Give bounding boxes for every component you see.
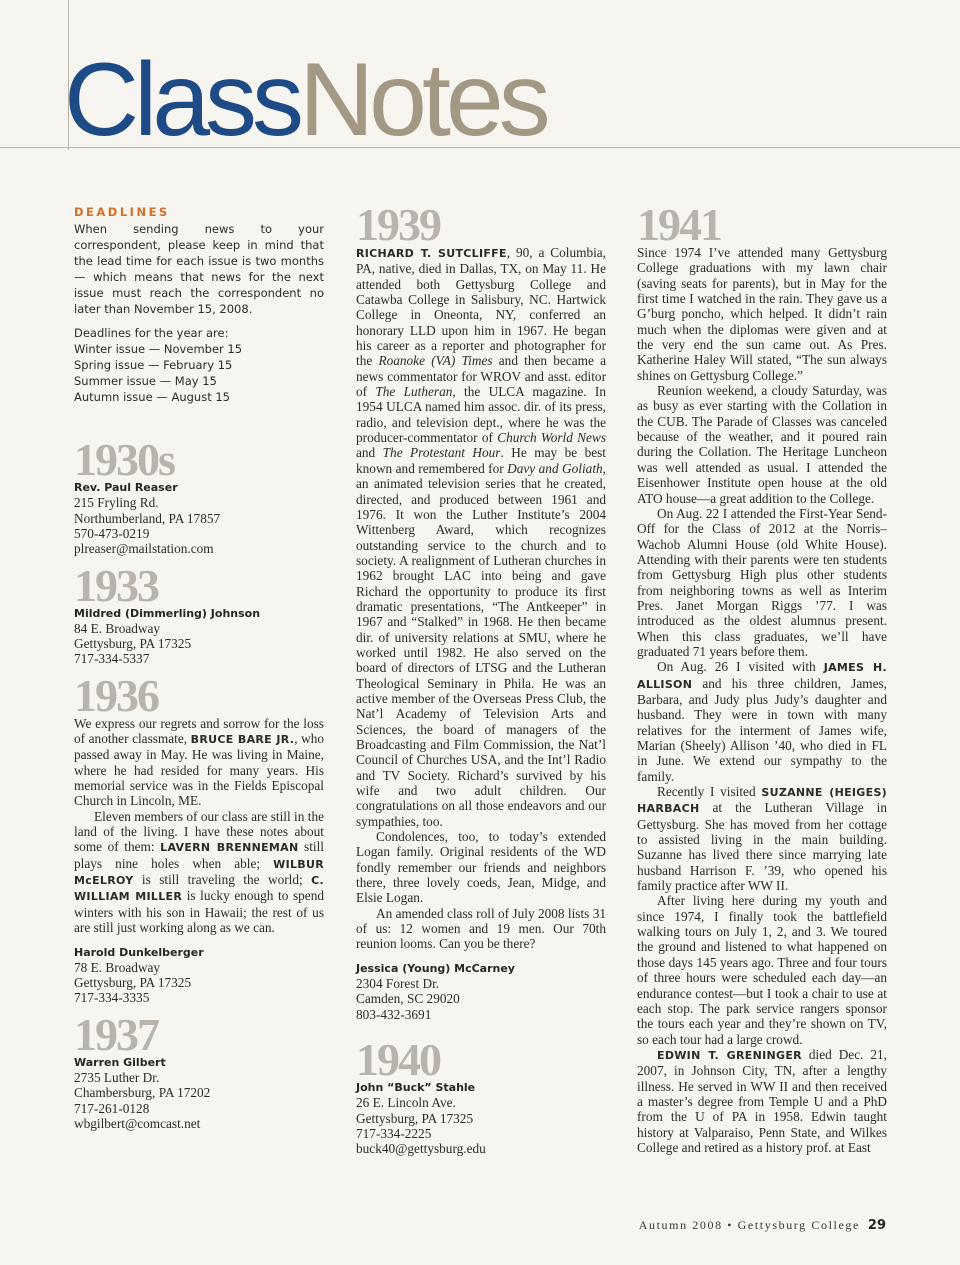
alumnus-name: SUZANNE (HEIGES) HARBACH bbox=[637, 786, 888, 816]
correspondent-email: buck40@gettysburg.edu bbox=[356, 1141, 486, 1157]
correspondent-name: Rev. Paul Reaser bbox=[74, 481, 178, 495]
class-1936 bbox=[74, 669, 324, 1006]
note-text: Eleven members of our class are still in the land of the living. I have these notes about some of them: bbox=[74, 808, 324, 855]
class-1941 bbox=[637, 199, 888, 1155]
address-line: 215 Fryling Rd. bbox=[74, 495, 159, 511]
class-note-paragraph: An amended class roll of July 2008 lists 31 of us: 12 women and 19 men. Our 70th reunion looms. Can you be there? bbox=[356, 905, 606, 952]
address-line: 78 E. Broadway bbox=[74, 959, 161, 975]
column-2 bbox=[356, 199, 607, 1157]
address-line: Gettysburg, PA 17325 bbox=[74, 636, 192, 652]
note-text: , an animated television series that he created, directed, and produced between 1961 and 1976. It won the Luther Institute’s 2004 Wittenberg Award, which recognizes outstanding service to the church and to society. A realignment of Lutheran churches in 1962 brought LAC into being and gave Richard the opportunity to produce its first dramatic presentations, “The Antkeeper” in 1967 and “Stalked” in 1968. He then became dir. of university relations at SMU, where he worked until 1982. He also served on the board of directors of LTSG and the Lutheran Theological Seminary in Phila. He was an active member of the Overseas Press Club, the Nat’l Academy of Television Arts and Sciences, the board of managers of the Broadcasting and Film Commission, the Nat’l Council of Churches USA, and the Int’l Radio and TV Society. Richard’s survived by his wife and two adult children. Our congratulations on all those endeavors and our sympathies, too. bbox=[356, 460, 606, 829]
class-year-heading: 1939 bbox=[356, 199, 440, 250]
correspondent-name: Jessica (Young) McCarney bbox=[356, 961, 515, 975]
deadline-item: Spring issue — February 15 bbox=[74, 357, 233, 372]
address-line: Northumberland, PA 17857 bbox=[74, 510, 221, 526]
correspondent-name: Harold Dunkelberger bbox=[74, 945, 204, 959]
note-text: , the ULCA magazine. In 1954 ULCA named him assoc. dir. of its press, radio, and television dept., where he was the producer-commentator of bbox=[356, 384, 607, 446]
note-text: . He may be best known and remembered for bbox=[356, 445, 606, 476]
class-note-paragraph bbox=[637, 784, 887, 893]
class-year-heading: 1940 bbox=[356, 1034, 440, 1085]
class-note-paragraph bbox=[74, 716, 324, 809]
correspondent-email: wbgilbert@comcast.net bbox=[74, 1115, 201, 1131]
note-text: died Dec. 21, 2007, in Johnson City, TN, after a lengthy illness. He served in WW II and then received a master’s degree from Temple U and a PhD from the U of PA in 1958. Edwin taught history at Valparaiso, Penn State, and Wilkes College and retired as a history prof. at East bbox=[637, 1046, 887, 1155]
footer-publication: Autumn 2008 • Gettysburg College bbox=[638, 1218, 860, 1232]
note-text: , 90, a Columbia, PA, native, died in Dallas, TX, on May 11. He attended both Gettysburg College and Catawba College in Salisbury, NC. Hartwick College in Oneonta, NY, conferred an honorary LLD upon him in 1967. He began his career as a reporter and photographer for the bbox=[356, 245, 607, 369]
deadlines-schedule-label: Deadlines for the year are: bbox=[74, 325, 229, 340]
class-year-heading: 1936 bbox=[74, 669, 158, 721]
deadlines-heading: DEADLINES bbox=[74, 205, 170, 219]
correspondent-name: Warren Gilbert bbox=[74, 1055, 166, 1069]
note-text: On Aug. 26 I visited with bbox=[657, 659, 824, 675]
class-1939 bbox=[356, 199, 607, 1022]
note-text: and then became a news commentator for WROV and asst. editor of bbox=[356, 353, 606, 400]
class-note-paragraph bbox=[637, 659, 887, 784]
address-line: 803-432-3691 bbox=[356, 1006, 432, 1022]
column-1 bbox=[74, 205, 324, 1131]
class-year-heading: 1937 bbox=[74, 1008, 158, 1060]
correspondent-address bbox=[74, 1070, 324, 1131]
correspondent-address bbox=[356, 976, 606, 1022]
class-1933 bbox=[74, 559, 324, 667]
correspondent-address bbox=[356, 1095, 606, 1156]
address-line: 2304 Forest Dr. bbox=[356, 976, 440, 992]
class-note-paragraph bbox=[74, 809, 324, 936]
program-title: Davy and Goliath bbox=[507, 460, 603, 476]
class-1937 bbox=[74, 1008, 324, 1131]
page-title bbox=[64, 42, 546, 158]
address-line: 2735 Luther Dr. bbox=[74, 1070, 160, 1085]
note-text: at the Lutheran Village in Gettysburg. She has moved from her cottage to assisted living in the main building. Suzanne has lived there since marrying late husband Harrison F. ’39, who opened his family practice after WW II. bbox=[637, 800, 887, 894]
class-1940 bbox=[356, 1034, 606, 1157]
class-note-paragraph bbox=[637, 1047, 887, 1155]
deadline-item: Winter issue — November 15 bbox=[74, 341, 243, 356]
address-line: 84 E. Broadway bbox=[74, 620, 161, 636]
note-text: , who passed away in May. He was living in Maine, where he had resided for many years. His memorial service was in the Fields Episcopal Church in Lincoln, ME. bbox=[74, 731, 324, 809]
correspondent-address bbox=[74, 960, 324, 1006]
deadline-item: Summer issue — May 15 bbox=[74, 373, 217, 388]
note-text: We express our regrets and sorrow for the loss of another classmate, bbox=[74, 715, 324, 747]
note-text: is lucky enough to spend winters with his son in Hawaii; the rest of us are still just working along as we can. bbox=[74, 888, 324, 936]
address-line: 717-334-5337 bbox=[74, 651, 150, 667]
correspondent-email: plreaser@mailstation.com bbox=[74, 541, 214, 557]
address-line: 717-334-3335 bbox=[74, 990, 150, 1006]
address-line: 717-261-0128 bbox=[74, 1100, 150, 1116]
address-line: Camden, SC 29020 bbox=[356, 991, 460, 1007]
class-note-paragraph: Condolences, too, to today’s extended Logan family. Original residents of the WD fondly remember our friends and neighbors there, three lovely coeds, Jean, Midge, and Elsie Logan. bbox=[356, 829, 606, 906]
alumnus-name: C. WILLIAM MILLER bbox=[74, 874, 324, 904]
address-line: Chambersburg, PA 17202 bbox=[74, 1085, 211, 1101]
class-1930s bbox=[74, 434, 324, 557]
class-year-heading: 1941 bbox=[637, 199, 721, 250]
alumnus-name: JAMES H. ALLISON bbox=[637, 661, 887, 691]
address-line: 570-473-0219 bbox=[74, 525, 150, 541]
alumnus-name: LAVERN BRENNEMAN bbox=[160, 841, 299, 855]
address-line: 717-334-2225 bbox=[356, 1125, 432, 1141]
class-year-heading: 1930s bbox=[74, 434, 174, 486]
title-word-class: Class bbox=[64, 42, 300, 158]
address-line: Gettysburg, PA 17325 bbox=[356, 1110, 474, 1126]
class-note-paragraph: Since 1974 I’ve attended many Gettysburg College graduations with my lawn chair (saving seats for parents), but in May for the first time I watched in the rain. They gave us a G’burg poncho, which helped. It didn’t rain much when the diplomas were given and at the very end the sun came out. As Pres. Katherine Haley Will stated, “The sun always shines on Gettysburg College.” bbox=[637, 245, 887, 383]
alumnus-name: BRUCE BARE JR. bbox=[190, 733, 295, 747]
address-line: 26 E. Lincoln Ave. bbox=[356, 1095, 456, 1111]
note-text: is still traveling the world; bbox=[133, 872, 312, 888]
alumnus-name: EDWIN T. GRENINGER bbox=[657, 1048, 802, 1062]
deadline-item: Autumn issue — August 15 bbox=[74, 389, 230, 404]
note-text: still plays nine holes when able; bbox=[74, 839, 324, 871]
program-title: The Protestant Hour bbox=[382, 445, 501, 461]
note-text: and his three children, James, Barbara, and Judy plus Judy’s daughter and husband. They were in town with many relatives for the interment of James wife, Marian (Sheely) Allison ’40, who died in FL in June. We extend our sympathy to the family. bbox=[637, 675, 887, 784]
column-3 bbox=[637, 199, 888, 1155]
publication-title: The Lutheran bbox=[375, 384, 453, 400]
program-title: Church World News bbox=[497, 430, 606, 446]
deadlines-intro: When sending news to your correspondent, please keep in mind that the lead time for each issue is two months — which means that news for the next issue must reach the correspondent no later than November 15, 2008. bbox=[74, 222, 324, 317]
page-number: 29 bbox=[867, 1218, 886, 1233]
note-text: and bbox=[356, 445, 383, 461]
class-note-paragraph: After living here during my youth and since 1974, I finally took the battlefield walking tours on July 1, 2, and 3. We toured the ground and listened to what happened on those days 145 years ago. Three and four tours of three hours were scheduled each day—an endurance contest—but I took a chair to use at each stop. The park service rangers sponsor the tours each year and they’re shown on TV, so each tour had a large crowd. bbox=[637, 893, 887, 1047]
class-note-paragraph: Reunion weekend, a cloudy Saturday, was as busy as ever starting with the Collation in the CUB. The Parade of Classes was canceled because of the weather, and it poured rain during the Collation. The Heritage Luncheon was well attended as usual. I attended the Eisenhower Institute open house at the old ATO house—a great addition to the College. bbox=[637, 383, 887, 506]
address-line: Gettysburg, PA 17325 bbox=[74, 975, 192, 991]
alumnus-name: RICHARD T. SUTCLIFFE bbox=[356, 247, 507, 260]
alumnus-name: WILBUR McELROY bbox=[74, 857, 324, 888]
class-note-paragraph: On Aug. 22 I attended the First-Year Send-Off for the Class of 2012 at the Norris–Wachob Alumni House (old White House). Attending with their parents were ten students from Gettysburg High plus other students from neighboring towns as well as Interim Pres. Janet Morgan Riggs ’77. I was introduced as the oldest alumnus present. When this class graduates, we’ll have graduated 71 years before them. bbox=[637, 505, 887, 659]
deadlines-box bbox=[74, 205, 324, 405]
publication-title: Roanoke (VA) Times bbox=[378, 353, 493, 369]
page-footer bbox=[639, 1218, 886, 1233]
correspondent-address bbox=[74, 621, 324, 667]
correspondent-name: Mildred (Dimmerling) Johnson bbox=[74, 606, 261, 620]
note-text: Recently I visited bbox=[657, 784, 762, 800]
class-note-paragraph bbox=[356, 245, 606, 829]
correspondent-address bbox=[74, 495, 324, 556]
correspondent-name: John “Buck” Stahle bbox=[356, 1081, 476, 1094]
class-year-heading: 1933 bbox=[74, 559, 158, 611]
deadlines-schedule bbox=[74, 341, 324, 405]
title-word-notes: Notes bbox=[299, 42, 546, 158]
